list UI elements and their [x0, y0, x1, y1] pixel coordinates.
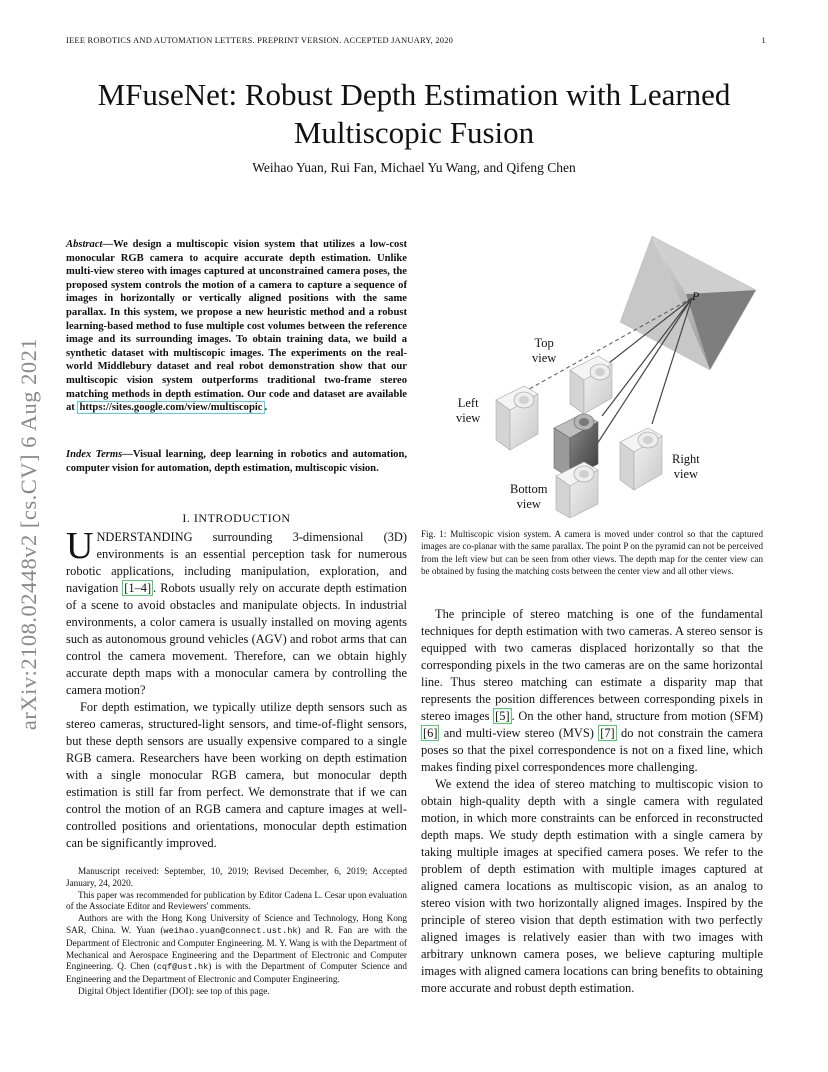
- citation-5[interactable]: [5]: [495, 709, 510, 723]
- right-p1-d: do not constrain the camera poses so that the pixel correspondence is not on a fixed line, which makes finding pixel correspondences more challenging.: [421, 726, 763, 774]
- running-header: [66, 35, 766, 45]
- right-p1-b: . On the other hand, structure from motion (SFM): [511, 709, 763, 723]
- right-p1-c: and multi-view stereo (MVS): [439, 726, 599, 740]
- running-title: IEEE ROBOTICS AND AUTOMATION LETTERS. PREPRINT VERSION. ACCEPTED JANUARY, 2020: [66, 35, 454, 45]
- camera-right: [620, 428, 662, 490]
- right-p1-a: The principle of stereo matching is one of the fundamental techniques for depth estimation with two cameras. A stereo sensor is equipped with two cameras displaced horizontally so that the corresponding pixels in the two cameras are on the same horizontal line. Thus stereo matching can estimate a disparity map that represents the position differences between corresponding pixels in stereo images: [421, 607, 763, 723]
- point-p-label: P: [692, 289, 700, 303]
- camera-top: [570, 356, 612, 414]
- intro-p1-b: . Robots usually rely on accurate depth estimation of a scene to avoid obstacles and manipulate objects. In industrial environments, a color camera is usually installed on moving agents such as autonomous ground vehicles (AGV) and robot arms that can control the camera movement. Therefore, can we obtain highly accurate depth maps with a monocular camera by controlling the camera motion?: [66, 581, 407, 697]
- title-line-2: Multiscopic Fusion: [293, 115, 535, 150]
- footnote-affil-b: ) and R. Fan are with the Department of Electronic and Computer Engineering. M. Y. Wang is with the Department of Mechanical and Aerospace Engineering and the Department of Electronic and Computer Engineering. Q. Chen (: [66, 924, 407, 972]
- footnote-received: Manuscript received: September, 10, 2019; Revised December, 6, 2019; Accepted January, 24, 2020.: [66, 866, 407, 888]
- intro-paragraph-2: For depth estimation, we typically utilize depth sensors such as stereo cameras, structured-light sensors, and time-of-flight sensors, but these depth sensors are usually expensive compared to a single RGB camera. Researchers have been working on depth estimation with a single monocular RGB camera, but monocular depth estimation is still far from perfect. We demonstrate that if we can control the motion of an RGB camera and capture images at well-controlled positions and orientations, monocular depth estimation can be significantly improved.: [66, 700, 407, 850]
- page-number: 1: [761, 35, 766, 45]
- label-left-view-line2: view: [456, 411, 481, 425]
- introduction-text: [66, 525, 407, 852]
- label-bottom-view: [510, 482, 548, 512]
- label-top-view-line2: view: [532, 351, 557, 365]
- intro-p1-a: NDERSTANDING surrounding 3-dimensional (3D) environments is an essential perception task for numerous robotic applications, including manipulation, exploration, and navigation: [66, 530, 407, 595]
- title-line-1: MFuseNet: Robust Depth Estimation with Learned: [97, 77, 731, 112]
- email-yuan[interactable]: weihao.yuan@connect.ust.hk: [163, 925, 298, 936]
- label-right-view-line2: view: [673, 467, 699, 481]
- right-column-text: [421, 606, 763, 997]
- label-left-view: [456, 396, 480, 426]
- footnote-affil-a: Authors are with the Hong Kong University of Science and Technology, Hong Kong SAR, China. W. Yuan (: [66, 913, 407, 935]
- email-chen[interactable]: cqf@ust.hk: [156, 962, 209, 973]
- citation-7[interactable]: [7]: [600, 726, 615, 740]
- label-top-view-line1: Top: [534, 336, 554, 350]
- camera-left: [496, 386, 538, 450]
- right-paragraph-2: We extend the idea of stereo matching to multiscopic vision to obtain high-quality depth with a single camera with regulated motion, in which more constraints can be enforced in reconstructed depth maps. We study depth estimation with a single camera by taking multiple images at specified camera poses. We refer to the problem of depth estimation with multiple images captured at aligned camera locations as multiscopic vision, as an analog to stereo vision with two horizontally aligned images. Inspired by the principle of stereo vision that depth estimation with two perfectly aligned images is relatively easier than with two images with arbitrary unknown camera poses, we believe capturing multiple images with aligned camera locations can bring benefits to obtaining more accurate and robust depth estimation.: [421, 777, 763, 995]
- citation-1-4[interactable]: [1–4]: [124, 581, 152, 595]
- index-terms: [66, 448, 407, 475]
- figure-1: [420, 228, 780, 518]
- abstract-text: —We design a multiscopic vision system that utilizes a low-cost monocular RGB camera to acquire accurate depth estimation. Unlike multi-view stereo with images captured at unconstrained camera poses, the proposed system controls the motion of a camera to capture a sequence of images in horizontally or vertically aligned positions with the same parallax. In this system, we propose a new heuristic method and a robust learning-based method to fuse multiple cost volumes between the reference image and its surrounding images. To obtain training data, we build a synthetic dataset with multiscopic images. The experiments on the real-world Middlebury dataset and real robot demonstration show that our multiscopic vision system outperforms traditional two-frame stereo matching methods in depth estimation. Our code and dataset are available at: [66, 239, 407, 414]
- abstract-end: .: [264, 402, 268, 414]
- right-paragraph-1: [421, 606, 763, 776]
- abstract: [66, 238, 407, 415]
- label-right-view-line1: Right: [672, 452, 700, 466]
- label-bottom-view-line1: Bottom: [510, 482, 548, 496]
- multiscopic-system-illustration: [420, 228, 780, 518]
- project-link[interactable]: https://sites.google.com/view/multiscopic: [79, 402, 263, 414]
- arxiv-id: arXiv:2108.02448v2 [cs.CV] 6 Aug 2021: [16, 337, 41, 731]
- footnote-affiliations: [66, 913, 407, 986]
- section-heading: I. INTRODUCTION: [182, 511, 291, 525]
- drop-cap: U: [66, 525, 94, 567]
- citation-6[interactable]: [6]: [423, 726, 438, 740]
- footnote-editor: This paper was recommended for publication by Editor Cadena L. Cesar upon evaluation of the Associate Editor and Reviewers' comments.: [66, 889, 407, 912]
- arxiv-watermark: [6, 300, 52, 768]
- abstract-label: Abstract: [66, 239, 103, 250]
- intro-paragraph-1: [66, 525, 407, 699]
- footnotes: [66, 866, 407, 998]
- label-bottom-view-line2: view: [516, 497, 541, 511]
- footnote-affil-c: ) is with the Department of Computer Science and Engineering and the Department of Electronic and Computer Engineering.: [66, 961, 407, 985]
- label-left-view-line1: Left: [457, 396, 479, 410]
- label-top-view: [532, 336, 556, 366]
- author-list: Weihao Yuan, Rui Fan, Michael Yu Wang, and Qifeng Chen: [252, 160, 576, 175]
- label-right-view: [672, 452, 700, 482]
- index-terms-label: Index Terms: [66, 449, 123, 460]
- index-terms-text: —Visual learning, deep learning in robotics and automation, computer vision for automation, depth estimation, multiscopic vision.: [66, 449, 407, 474]
- figure-caption: Fig. 1: Multiscopic vision system. A camera is moved under control so that the captured images are co-planar with the same parallax. The point P on the pyramid can not be perceived from the left view but can be seen from other views. The depth map for the center view can be obtained by fusing the matching costs between the center view and all other views.: [421, 529, 763, 576]
- footnote-doi: Digital Object Identifier (DOI): see top of this page.: [78, 985, 270, 996]
- paper-title: [40, 76, 788, 152]
